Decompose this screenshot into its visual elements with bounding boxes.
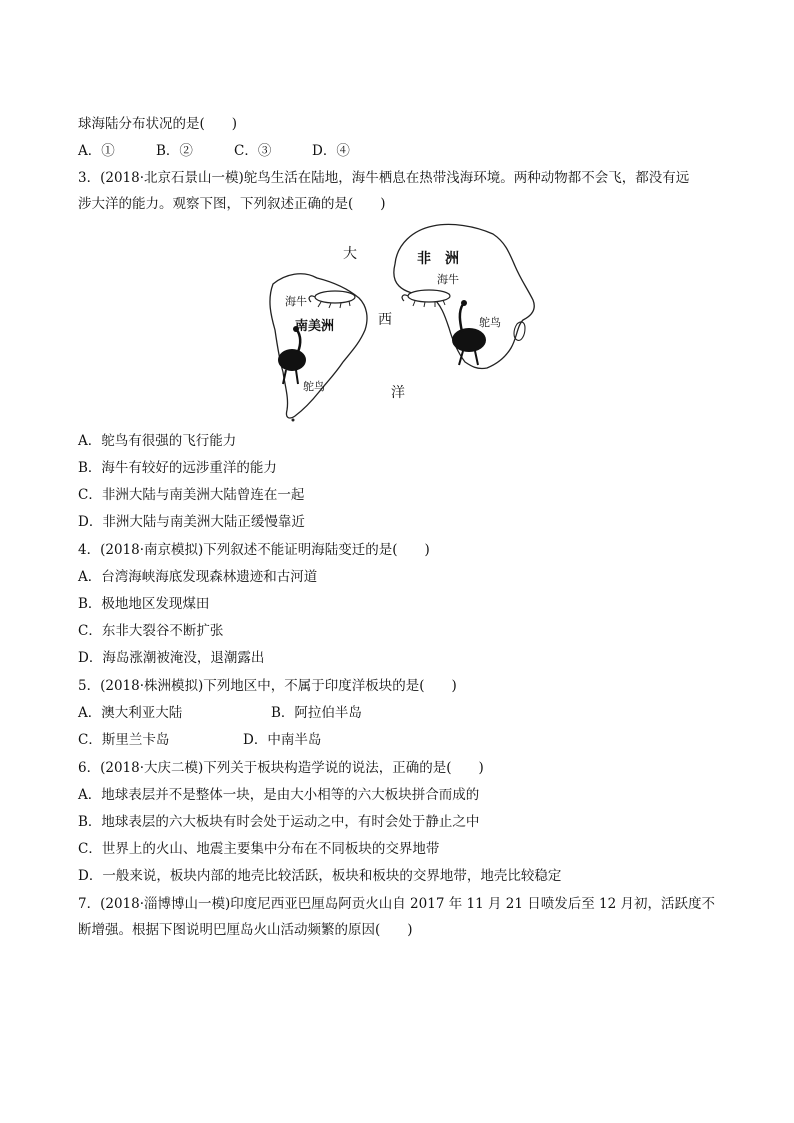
q2-option-b: B．② — [156, 143, 193, 159]
q7-stem-line1: 7．(2018·淄博博山一模)印度尼西亚巴厘岛阿贡火山自 2017 年 11 月 21 日喷发后至 12 月初，活跃度不 — [78, 896, 715, 912]
q7-stem-line2: 断增强。根据下图说明巴厘岛火山活动频繁的原因( ) — [78, 922, 413, 938]
q3-map-figure — [255, 222, 545, 424]
island-dot — [292, 419, 295, 422]
q6-option-c: C．世界上的火山、地震主要集中分布在不同板块的交界地带 — [78, 841, 440, 857]
ostrich-sa-icon — [278, 326, 306, 384]
q3-option-b: B．海牛有较好的远涉重洋的能力 — [78, 460, 277, 476]
manatee-sa-icon — [309, 291, 355, 308]
map-manatee-africa-label: 海牛 — [437, 273, 459, 286]
map-south-america-label: 南美洲 — [295, 319, 335, 334]
q2-option-c: C．③ — [234, 143, 272, 159]
q5-option-c: C．斯里兰卡岛 — [78, 732, 170, 748]
q3-option-d: D．非洲大陆与南美洲大陆正缓慢靠近 — [78, 514, 305, 530]
q3-option-c: C．非洲大陆与南美洲大陆曾连在一起 — [78, 487, 305, 503]
q2-option-d: D．④ — [312, 143, 350, 159]
q2-stem-tail: 球海陆分布状况的是( ) — [78, 116, 238, 132]
map-ocean-char-2: 西 — [378, 312, 392, 328]
q6-stem: 6．(2018·大庆二模)下列关于板块构造学说的说法，正确的是( ) — [78, 760, 484, 776]
q5-stem: 5．(2018·株洲模拟)下列地区中，不属于印度洋板块的是( ) — [78, 678, 457, 694]
q3-stem-line2: 涉大洋的能力。观察下图，下列叙述正确的是( ) — [78, 196, 386, 212]
map-manatee-sa-label: 海牛 — [285, 295, 307, 308]
q6-option-a: A．地球表层并不是整体一块，是由大小相等的六大板块拼合而成的 — [78, 787, 480, 803]
map-ostrich-sa-label: 鸵鸟 — [303, 380, 325, 393]
q4-stem: 4．(2018·南京模拟)下列叙述不能证明海陆变迁的是( ) — [78, 542, 430, 558]
map-ocean-char-3: 洋 — [391, 385, 405, 401]
q2-options — [78, 142, 350, 160]
ostrich-africa-icon — [452, 300, 486, 365]
q3-stem-line1: 3．(2018·北京石景山一模)鸵鸟生活在陆地，海牛栖息在热带浅海环境。两种动物都不会飞，都没有远 — [78, 170, 690, 186]
q5-option-b: B．阿拉伯半岛 — [271, 705, 362, 721]
q2-option-a: A．① — [78, 143, 115, 159]
map-ostrich-africa-label: 鸵鸟 — [479, 316, 501, 329]
africa-south-america-map — [255, 222, 545, 424]
q5-option-d: D．中南半岛 — [243, 732, 322, 748]
q4-option-a: A．台湾海峡海底发现森林遗迹和古河道 — [78, 569, 318, 585]
q4-option-d: D．海岛涨潮被淹没，退潮露出 — [78, 650, 265, 666]
map-ocean-char-1: 大 — [343, 246, 357, 262]
q4-option-c: C．东非大裂谷不断扩张 — [78, 623, 224, 639]
q6-option-b: B．地球表层的六大板块有时会处于运动之中，有时会处于静止之中 — [78, 814, 480, 830]
q5-option-a: A．澳大利亚大陆 — [78, 705, 183, 721]
q3-option-a: A．鸵鸟有很强的飞行能力 — [78, 433, 237, 449]
q5-options-row1 — [78, 704, 362, 722]
q4-option-b: B．极地地区发现煤田 — [78, 596, 210, 612]
q5-options-row2 — [78, 731, 321, 749]
map-africa-label: 非 洲 — [417, 251, 459, 267]
q6-option-d: D．一般来说，板块内部的地壳比较活跃，板块和板块的交界地带，地壳比较稳定 — [78, 868, 562, 884]
